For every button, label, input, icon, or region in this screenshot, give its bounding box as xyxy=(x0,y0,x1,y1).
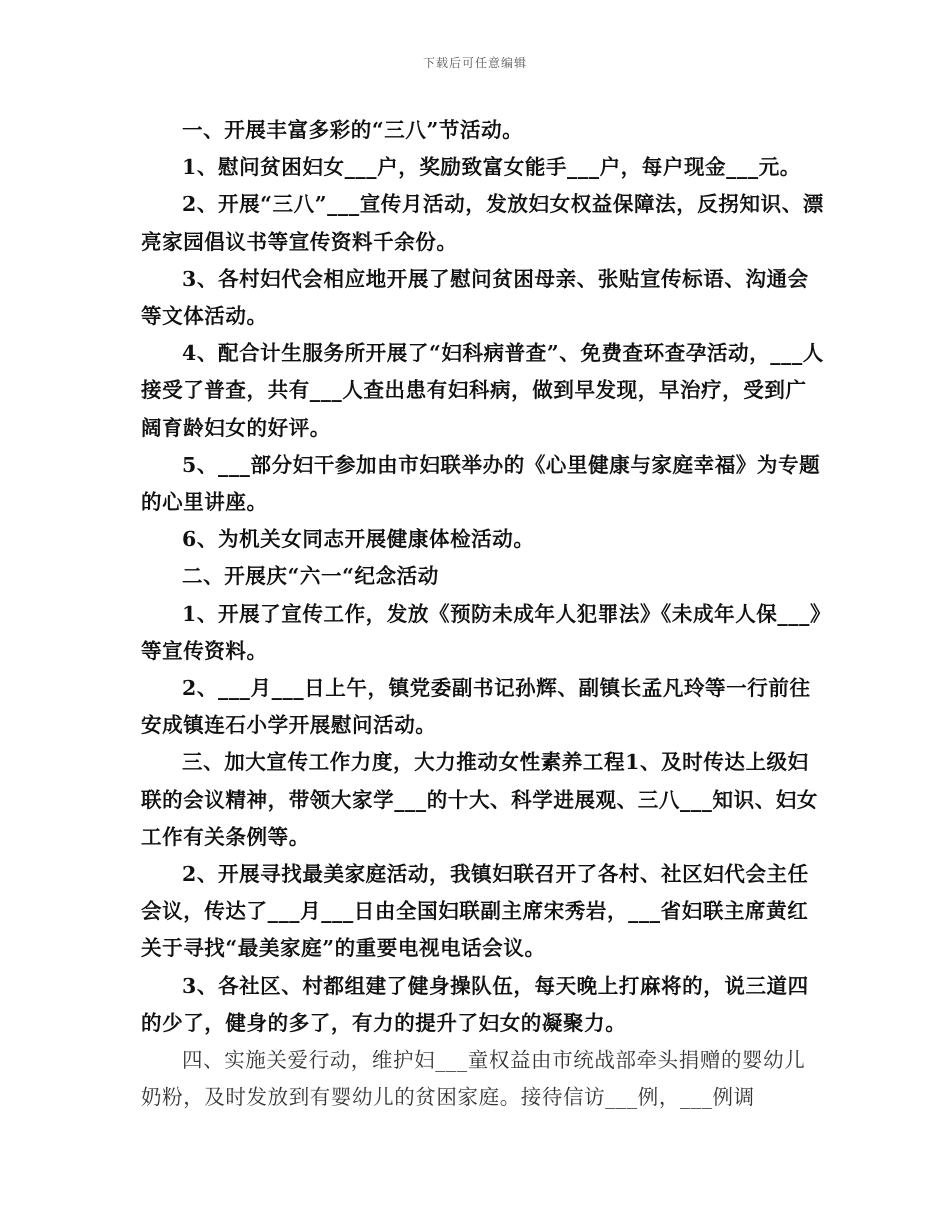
section-heading-2: 二、开展庆“六一“纪念活动 xyxy=(182,564,439,589)
section-heading-3: 三、加大宣传工作力度，大力推动女性素养工程1、及时传达上级妇联的会议精神，带领大家学___的十大、科学进展观、三八___知识、妇女工作有关条例等。 xyxy=(141,750,818,849)
paragraph: 3、各社区、村都组建了健身操队伍，每天晚上打麻将的，说三道四的少了，健身的多了，有力的提升了妇女的凝聚力。 xyxy=(141,973,809,1035)
section-heading-1: 一、开展丰富多彩的“三八”节活动。 xyxy=(182,118,524,142)
page-header: 下载后可任意编辑 xyxy=(422,56,527,70)
document-body xyxy=(141,112,825,1116)
paragraph: 1、开展了宣传工作，发放《预防未成年人犯罪法》《未成年人保___》等宣传资料。 xyxy=(141,601,821,663)
paragraph: 4、配合计生服务所开展了“妇科病普查”、免费查环查孕活动，___人接受了普查，共有___人查出患有妇科病，做到早发现，早治疗，受到广阔育龄妇女的好评。 xyxy=(141,341,824,440)
paragraph: 5、___部分妇干参加由市妇联举办的《心里健康与家庭幸福》为专题的心里讲座。 xyxy=(141,452,821,515)
paragraph: 2、___月___日上午，镇党委副书记孙辉、副镇长孟凡玲等一行前往安成镇连石小学开展慰问活动。 xyxy=(141,676,811,738)
paragraph: 6、为机关女同志开展健康体检活动。 xyxy=(182,527,535,552)
paragraph: 3、各村妇代会相应地开展了慰问贫困母亲、张贴宣传标语、沟通会等文体活动。 xyxy=(141,266,809,329)
paragraph: 2、开展寻找最美家庭活动，我镇妇联召开了各村、社区妇代会主任会议，传达了___月___日由全国妇联副主席宋秀岩，___省妇联主席黄红关于寻找“最美家庭”的重要电视电话会议。 xyxy=(141,862,809,961)
paragraph: 2、开展“三八”___宣传月活动，发放妇女权益保障法，反拐知识、漂亮家园倡议书等宣传资料千余份。 xyxy=(141,192,824,254)
paragraph: 1、慰问贫困妇女___户，奖励致富女能手___户，每户现金___元。 xyxy=(182,155,801,180)
section-heading-4: 四、实施关爱行动，维护妇___童权益由市统战部牵头捐赠的婴幼儿奶粉，及时发放到有婴幼儿的贫困家庭。接待信访___例，___例调 xyxy=(141,1048,806,1110)
